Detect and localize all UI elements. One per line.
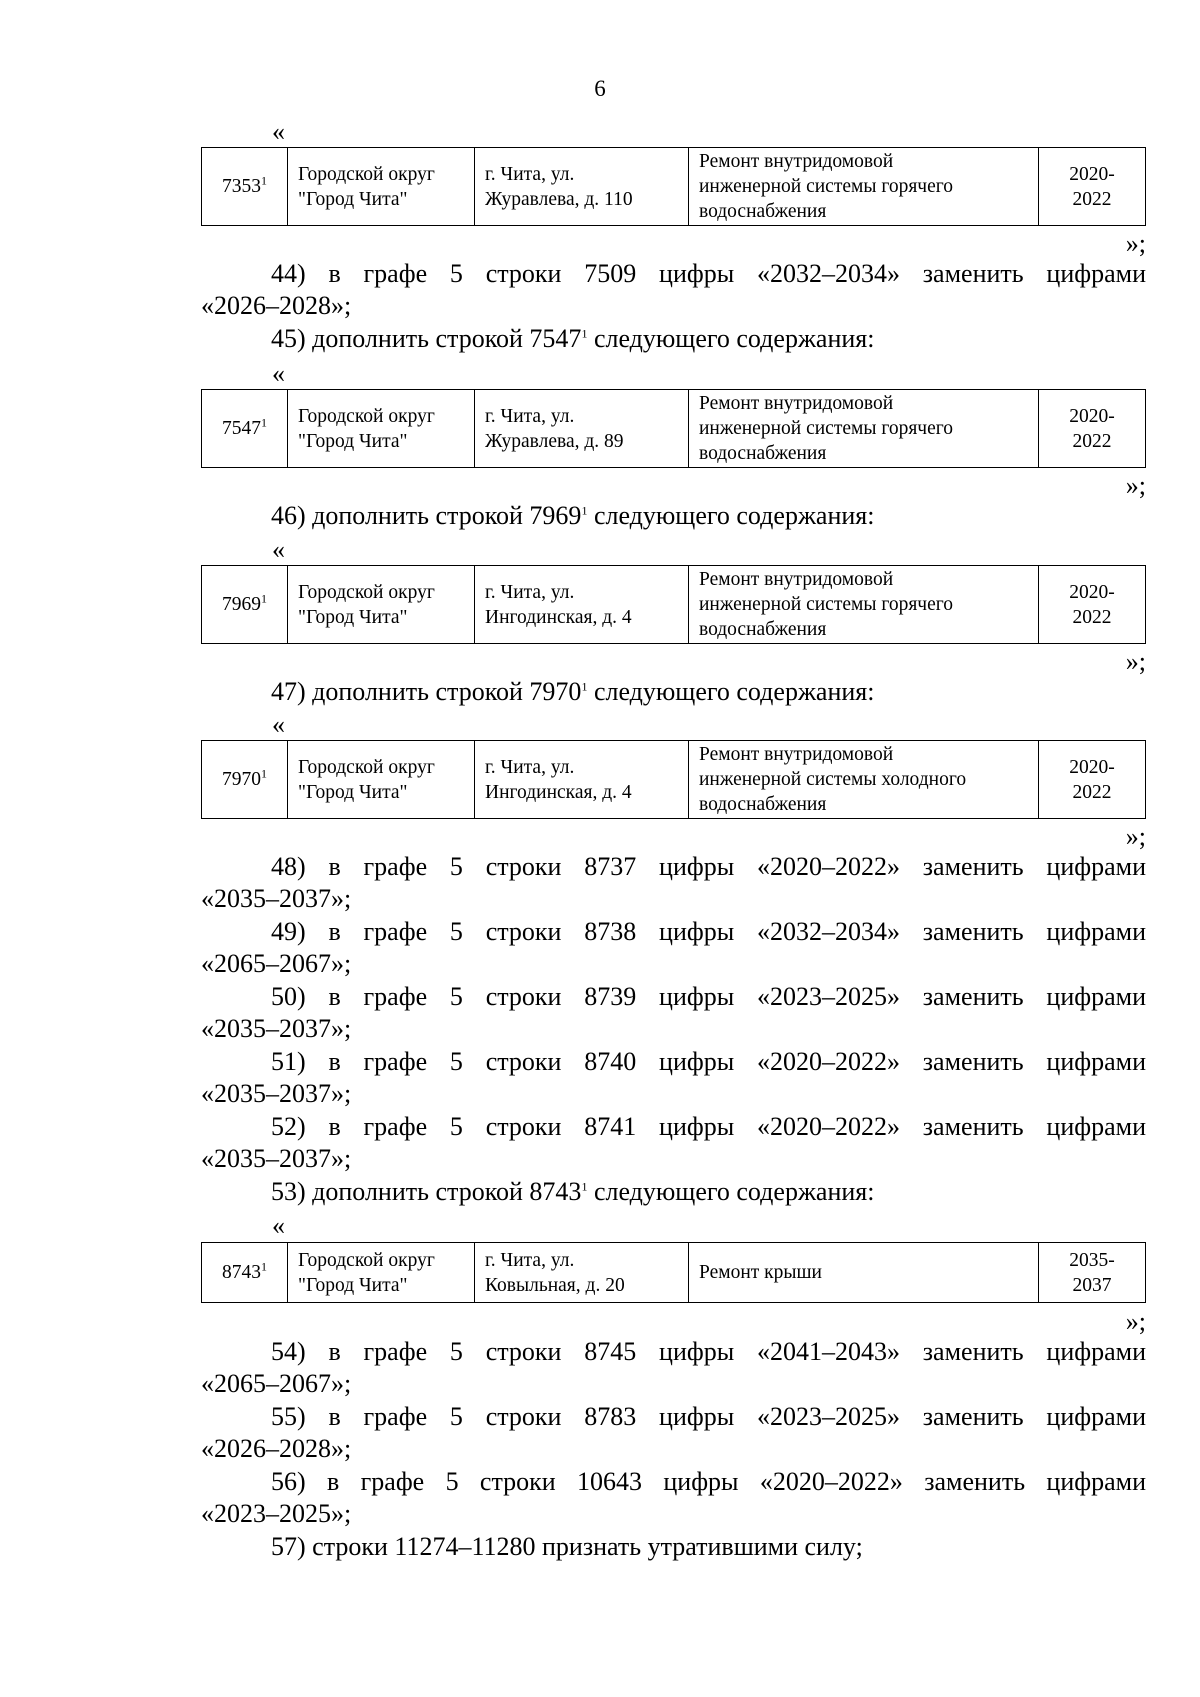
row-number: 7970	[222, 769, 261, 790]
address-cell	[475, 566, 689, 644]
period-line: 2022	[1072, 606, 1112, 628]
opening-quote: «	[272, 117, 285, 146]
paragraph-line: 56) в графе 5 строки 10643 цифры «2020–2022» заменить цифрами	[271, 1467, 1146, 1496]
work-type-cell	[689, 566, 1039, 644]
row-number-superscript: 1	[261, 1259, 267, 1274]
paragraph-line: «2065–2067»;	[201, 1369, 352, 1398]
paragraph-55	[201, 1401, 1146, 1465]
row-number-superscript: 1	[261, 415, 267, 430]
address-cell	[475, 1243, 689, 1303]
opening-quote: «	[272, 359, 285, 388]
opening-quote: «	[272, 535, 285, 564]
paragraph-46	[201, 500, 1146, 532]
period-line: 2022	[1072, 781, 1112, 803]
municipality-cell	[288, 566, 475, 644]
row-number: 8743	[222, 1262, 261, 1283]
paragraph-line: 48) в графе 5 строки 8737 цифры «2020–2022» заменить цифрами	[271, 852, 1146, 881]
work-type-line: водоснабжения	[699, 794, 827, 815]
municipality-line: "Город Чита"	[298, 1274, 408, 1296]
paragraph-line: «2035–2037»;	[201, 1014, 352, 1043]
municipality-cell	[288, 148, 475, 226]
work-type-cell	[689, 741, 1039, 819]
paragraph-text: следующего содержания:	[587, 324, 875, 353]
municipality-line: Городской округ	[298, 405, 435, 427]
paragraph-text: 46) дополнить строкой 7969	[271, 501, 582, 530]
paragraph-57: 57) строки 11274–11280 признать утратившими силу;	[271, 1532, 863, 1561]
closing-quote: »;	[1125, 647, 1146, 676]
closing-quote: »;	[1125, 1307, 1146, 1336]
paragraph-52	[201, 1111, 1146, 1175]
paragraph-line: «2023–2025»;	[201, 1499, 352, 1528]
superscript: 1	[581, 1179, 588, 1194]
work-type-line: Ремонт крыши	[699, 1262, 822, 1283]
work-type-line: инженерной системы горячего	[699, 418, 954, 439]
paragraph-56	[201, 1466, 1146, 1530]
period-line: 2037	[1072, 1274, 1112, 1296]
paragraph-line: «2035–2037»;	[201, 1079, 352, 1108]
municipality-line: Городской округ	[298, 756, 435, 778]
work-type-line: Ремонт внутридомовой	[699, 569, 894, 590]
table-row	[202, 1243, 1146, 1303]
paragraph-text: следующего содержания:	[587, 677, 875, 706]
paragraph-49	[201, 916, 1146, 980]
work-type-line: инженерной системы горячего	[699, 176, 954, 197]
municipality-line: "Город Чита"	[298, 430, 408, 452]
table-row	[202, 566, 1146, 644]
row-number: 7353	[222, 176, 261, 197]
paragraph-line: «2026–2028»;	[201, 291, 352, 320]
municipality-line: "Город Чита"	[298, 606, 408, 628]
work-type-line: водоснабжения	[699, 619, 827, 640]
period-line: 2020-	[1069, 581, 1115, 603]
paragraph-text: 47) дополнить строкой 7970	[271, 677, 582, 706]
row-number-cell	[202, 148, 288, 226]
paragraph-line: 51) в графе 5 строки 8740 цифры «2020–2022» заменить цифрами	[271, 1047, 1146, 1076]
paragraph-line: «2035–2037»;	[201, 1144, 352, 1173]
address-cell	[475, 390, 689, 468]
period-cell	[1039, 741, 1146, 819]
paragraph-47	[201, 676, 1146, 708]
paragraph-text: следующего содержания:	[587, 1177, 875, 1206]
table-row	[202, 148, 1146, 226]
paragraph-text: 53) дополнить строкой 8743	[271, 1177, 582, 1206]
paragraph-line: 52) в графе 5 строки 8741 цифры «2020–2022» заменить цифрами	[271, 1112, 1146, 1141]
closing-quote: »;	[1125, 471, 1146, 500]
paragraph-line: 44) в графе 5 строки 7509 цифры «2032–2034» заменить цифрами	[271, 259, 1146, 288]
municipality-line: "Город Чита"	[298, 188, 408, 210]
row-number-cell	[202, 1243, 288, 1303]
paragraph-line: «2035–2037»;	[201, 884, 352, 913]
row-number-superscript: 1	[261, 591, 267, 606]
paragraph-line: 50) в графе 5 строки 8739 цифры «2023–2025» заменить цифрами	[271, 982, 1146, 1011]
municipality-line: Городской округ	[298, 1249, 435, 1271]
work-type-line: Ремонт внутридомовой	[699, 393, 894, 414]
period-line: 2020-	[1069, 405, 1115, 427]
period-line: 2035-	[1069, 1249, 1115, 1271]
work-type-line: инженерной системы холодного	[699, 769, 967, 790]
paragraph-48	[201, 851, 1146, 915]
table-row	[202, 741, 1146, 819]
superscript: 1	[581, 503, 588, 518]
inserted-row-table	[201, 740, 1146, 819]
row-number-cell	[202, 741, 288, 819]
municipality-line: Городской округ	[298, 163, 435, 185]
work-type-cell	[689, 148, 1039, 226]
municipality-cell	[288, 741, 475, 819]
address-line: г. Чита, ул.	[485, 163, 575, 185]
period-line: 2022	[1072, 430, 1112, 452]
paragraph-line: 54) в графе 5 строки 8745 цифры «2041–2043» заменить цифрами	[271, 1337, 1146, 1366]
paragraph-45	[201, 323, 1146, 355]
municipality-line: Городской округ	[298, 581, 435, 603]
work-type-cell	[689, 1243, 1039, 1303]
address-line: г. Чита, ул.	[485, 581, 575, 603]
address-line: г. Чита, ул.	[485, 756, 575, 778]
closing-quote: »;	[1125, 822, 1146, 851]
period-cell	[1039, 566, 1146, 644]
address-line: Ковыльная, д. 20	[485, 1274, 625, 1296]
address-line: г. Чита, ул.	[485, 405, 575, 427]
period-cell	[1039, 148, 1146, 226]
period-line: 2022	[1072, 188, 1112, 210]
opening-quote: «	[272, 1211, 285, 1240]
closing-quote: »;	[1125, 229, 1146, 258]
work-type-line: Ремонт внутридомовой	[699, 151, 894, 172]
row-number: 7547	[222, 418, 261, 439]
row-number-superscript: 1	[261, 766, 267, 781]
row-number-superscript: 1	[261, 173, 267, 188]
paragraph-line: «2026–2028»;	[201, 1434, 352, 1463]
superscript: 1	[581, 326, 588, 341]
row-number-cell	[202, 390, 288, 468]
municipality-cell	[288, 1243, 475, 1303]
page-number: 6	[594, 76, 606, 101]
paragraph-53	[201, 1176, 1146, 1208]
work-type-line: водоснабжения	[699, 201, 827, 222]
row-number: 7969	[222, 594, 261, 615]
address-line: Журавлева, д. 110	[485, 188, 633, 210]
period-line: 2020-	[1069, 163, 1115, 185]
work-type-cell	[689, 390, 1039, 468]
paragraph-44	[201, 258, 1146, 322]
address-cell	[475, 741, 689, 819]
paragraph-line: «2065–2067»;	[201, 949, 352, 978]
inserted-row-table	[201, 565, 1146, 644]
paragraph-line: 49) в графе 5 строки 8738 цифры «2032–2034» заменить цифрами	[271, 917, 1146, 946]
address-line: Ингодинская, д. 4	[485, 606, 632, 628]
address-line: г. Чита, ул.	[485, 1249, 575, 1271]
inserted-row-table	[201, 389, 1146, 468]
address-cell	[475, 148, 689, 226]
paragraph-line: 55) в графе 5 строки 8783 цифры «2023–2025» заменить цифрами	[271, 1402, 1146, 1431]
paragraph-51	[201, 1046, 1146, 1110]
paragraph-text: 45) дополнить строкой 7547	[271, 324, 582, 353]
table-row	[202, 390, 1146, 468]
inserted-row-table	[201, 147, 1146, 226]
municipality-cell	[288, 390, 475, 468]
work-type-line: Ремонт внутридомовой	[699, 744, 894, 765]
work-type-line: водоснабжения	[699, 443, 827, 464]
address-line: Ингодинская, д. 4	[485, 781, 632, 803]
paragraph-54	[201, 1336, 1146, 1400]
superscript: 1	[581, 679, 588, 694]
period-cell	[1039, 390, 1146, 468]
paragraph-50	[201, 981, 1146, 1045]
row-number-cell	[202, 566, 288, 644]
period-line: 2020-	[1069, 756, 1115, 778]
address-line: Журавлева, д. 89	[485, 430, 624, 452]
municipality-line: "Город Чита"	[298, 781, 408, 803]
paragraph-text: следующего содержания:	[587, 501, 875, 530]
period-cell	[1039, 1243, 1146, 1303]
opening-quote: «	[272, 710, 285, 739]
work-type-line: инженерной системы горячего	[699, 594, 954, 615]
inserted-row-table	[201, 1242, 1146, 1303]
